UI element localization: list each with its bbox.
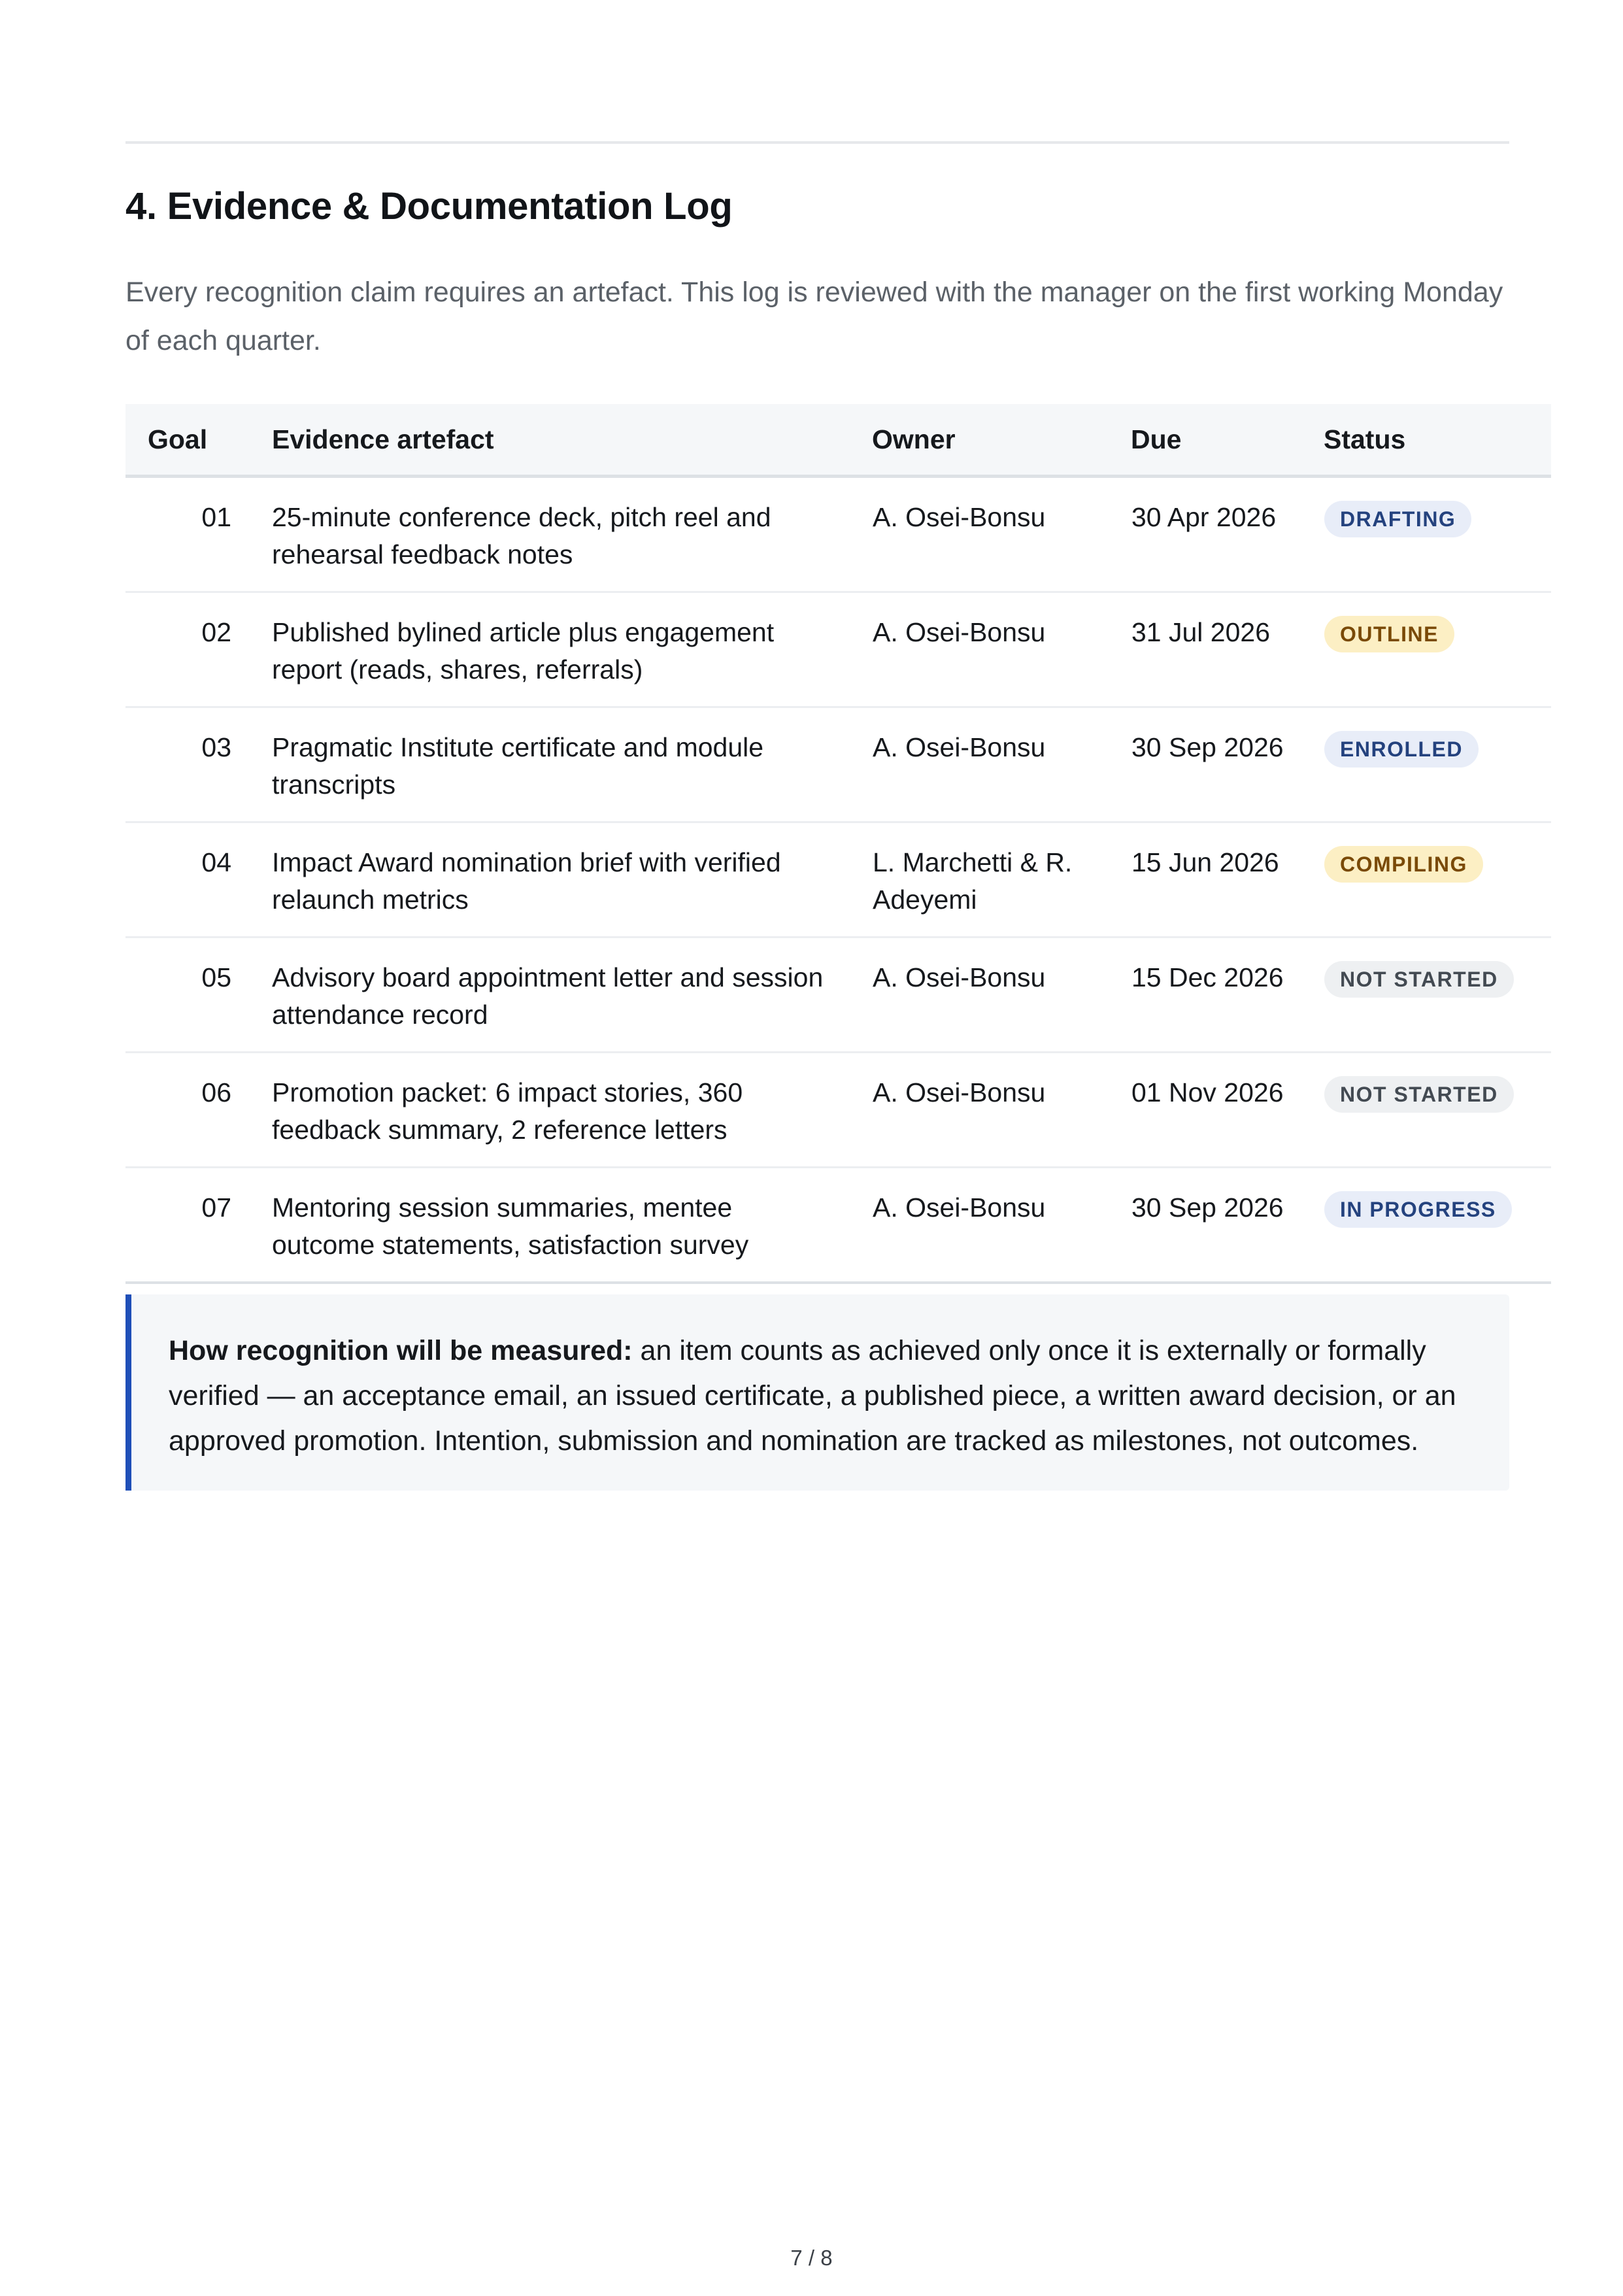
section-intro: Every recognition claim requires an artefact. This log is reviewed with the manager on the first working Monday of each quarter. (125, 277, 1503, 356)
status-badge: ENROLLED (1324, 731, 1479, 768)
status-badge: DRAFTING (1324, 501, 1471, 537)
due-date: 15 Dec 2026 (1131, 937, 1324, 1053)
section-divider (125, 141, 1509, 144)
table-row (125, 707, 1551, 822)
goal-number: 05 (125, 937, 252, 1053)
due-date: 15 Jun 2026 (1131, 822, 1324, 937)
header-owner: Owner (872, 404, 1131, 477)
evidence-log-table (125, 404, 1551, 1284)
header-artefact: Evidence artefact (252, 404, 872, 477)
header-status: Status (1324, 404, 1551, 477)
status-badge: NOT STARTED (1324, 961, 1514, 998)
owner: A. Osei-Bonsu (872, 937, 1131, 1053)
goal-number: 01 (125, 477, 252, 592)
due-date: 31 Jul 2026 (1131, 592, 1324, 707)
evidence-artefact: Impact Award nomination brief with verified relaunch metrics (252, 822, 872, 937)
measurement-callout (125, 1294, 1509, 1491)
table-row (125, 1053, 1551, 1168)
status-badge: COMPILING (1324, 846, 1483, 883)
owner: A. Osei-Bonsu (872, 592, 1131, 707)
status-badge: OUTLINE (1324, 616, 1454, 652)
owner: A. Osei-Bonsu (872, 1053, 1131, 1168)
section-title: 4. Evidence & Documentation Log (125, 185, 733, 228)
goal-number: 04 (125, 822, 252, 937)
callout-body: an item counts as achieved only once it is externally or formally verified — an acceptance email, an issued certificate, a published piece, a written award decision, or an approved promotion. Intention, submission and nomination are tracked as milestones, not outcomes. (169, 1335, 1456, 1457)
goal-number: 02 (125, 592, 252, 707)
evidence-artefact: Promotion packet: 6 impact stories, 360 feedback summary, 2 reference letters (252, 1053, 872, 1168)
callout-lead: How recognition will be measured: (169, 1335, 633, 1366)
header-goal: Goal (125, 404, 252, 477)
table-row (125, 937, 1551, 1053)
table-row (125, 477, 1551, 592)
goal-number: 07 (125, 1168, 252, 1283)
due-date: 01 Nov 2026 (1131, 1053, 1324, 1168)
goal-number: 03 (125, 707, 252, 822)
page-number: 7 / 8 (790, 2246, 833, 2270)
evidence-artefact: Advisory board appointment letter and session attendance record (252, 937, 872, 1053)
due-date: 30 Sep 2026 (1131, 1168, 1324, 1283)
owner: A. Osei-Bonsu (872, 477, 1131, 592)
evidence-artefact: Published bylined article plus engagement report (reads, shares, referrals) (252, 592, 872, 707)
due-date: 30 Apr 2026 (1131, 477, 1324, 592)
table-row (125, 592, 1551, 707)
status-badge: IN PROGRESS (1324, 1191, 1512, 1228)
due-date: 30 Sep 2026 (1131, 707, 1324, 822)
evidence-artefact: Mentoring session summaries, mentee outcome statements, satisfaction survey (252, 1168, 872, 1283)
table-row (125, 822, 1551, 937)
status-badge: NOT STARTED (1324, 1076, 1514, 1113)
owner: L. Marchetti & R. Adeyemi (872, 822, 1131, 937)
owner: A. Osei-Bonsu (872, 707, 1131, 822)
evidence-artefact: 25-minute conference deck, pitch reel and rehearsal feedback notes (252, 477, 872, 592)
table-row (125, 1168, 1551, 1283)
header-due: Due (1131, 404, 1324, 477)
goal-number: 06 (125, 1053, 252, 1168)
evidence-artefact: Pragmatic Institute certificate and module transcripts (252, 707, 872, 822)
owner: A. Osei-Bonsu (872, 1168, 1131, 1283)
table-header-row (125, 404, 1551, 477)
